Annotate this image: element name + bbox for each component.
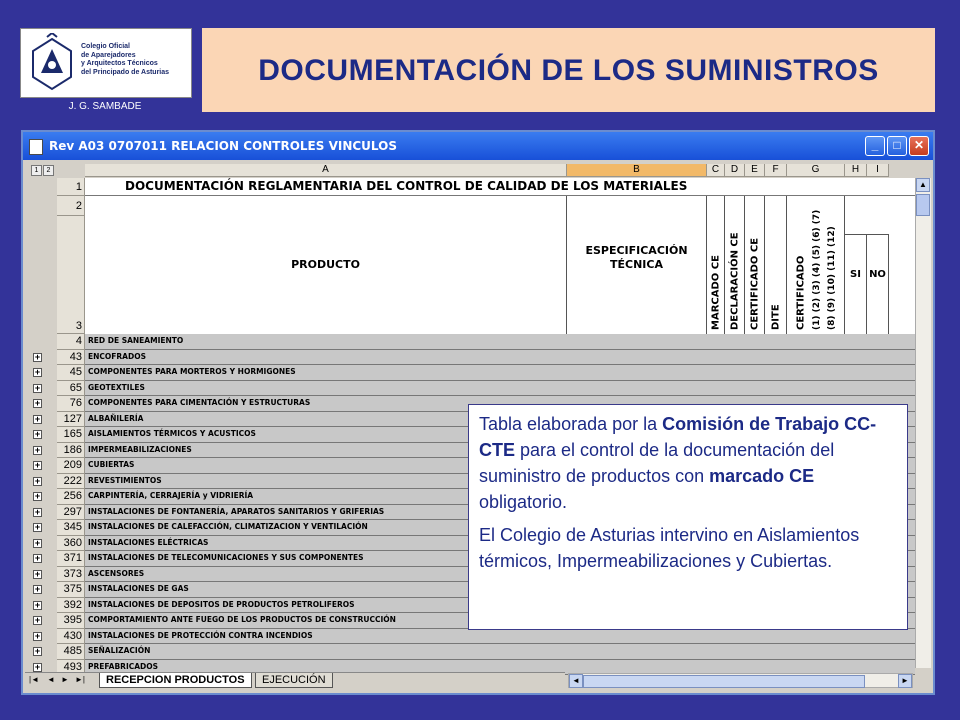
column-header-c[interactable]: C bbox=[707, 164, 725, 177]
logo bbox=[20, 28, 192, 98]
outline-level-1-button[interactable]: 1 bbox=[31, 165, 42, 176]
vertical-scrollbar[interactable] bbox=[915, 178, 931, 668]
category-cell[interactable]: IMPERMEABILIZACIONES bbox=[85, 443, 915, 459]
row-number[interactable]: 256 bbox=[57, 489, 85, 505]
expand-group-icon[interactable]: + bbox=[34, 506, 41, 517]
next-sheet-icon[interactable]: ► bbox=[61, 675, 69, 684]
table-row[interactable] bbox=[23, 644, 915, 660]
expand-group-icon[interactable]: + bbox=[34, 444, 41, 455]
title-banner bbox=[202, 28, 935, 112]
row-number[interactable]: 222 bbox=[57, 474, 85, 490]
scroll-thumb[interactable] bbox=[916, 194, 930, 216]
scroll-up-icon[interactable]: ▲ bbox=[916, 178, 930, 192]
category-cell[interactable]: INSTALACIONES DE PROTECCIÓN CONTRA INCENDIOS bbox=[85, 629, 915, 645]
table-row[interactable] bbox=[23, 365, 915, 381]
prev-sheet-icon[interactable]: ◄ bbox=[47, 675, 55, 684]
category-cell[interactable]: CARPINTERÍA, CERRAJERÍA y VIDRIERÍA bbox=[85, 489, 915, 505]
header-especificacion[interactable]: ESPECIFICACIÓN TÉCNICA bbox=[567, 196, 707, 334]
scroll-left-icon[interactable]: ◄ bbox=[569, 674, 583, 688]
category-cell[interactable]: INSTALACIONES DE FONTANERÍA, APARATOS SANITARIOS Y GRIFERIAS bbox=[85, 505, 915, 521]
row-number[interactable]: 45 bbox=[57, 365, 85, 381]
row-number[interactable]: 186 bbox=[57, 443, 85, 459]
column-header-d[interactable]: D bbox=[725, 164, 745, 177]
row-number[interactable]: 65 bbox=[57, 381, 85, 397]
row-number[interactable]: 127 bbox=[57, 412, 85, 428]
header-certificado-ce[interactable]: CERTIFICADO CE bbox=[745, 196, 765, 334]
header-dite[interactable]: DITE bbox=[765, 196, 787, 334]
row-number[interactable]: 4 bbox=[57, 334, 85, 350]
note-paragraph-1: Tabla elaborada por la Comisión de Trabajo CC-CTE para el control de la documentación del suministro de productos con marcado CE obligatorio. bbox=[479, 414, 877, 512]
category-cell[interactable]: ASCENSORES bbox=[85, 567, 915, 583]
row-number[interactable]: 485 bbox=[57, 644, 85, 660]
header-producto[interactable]: PRODUCTO bbox=[85, 196, 567, 334]
column-header-g[interactable]: G bbox=[787, 164, 845, 177]
first-sheet-icon[interactable]: |◄ bbox=[29, 675, 39, 684]
page-title: DOCUMENTACIÓN DE LOS SUMINISTROS bbox=[258, 54, 879, 87]
table-row[interactable] bbox=[23, 629, 915, 645]
row-number[interactable]: 493 bbox=[57, 660, 85, 676]
column-header-a[interactable]: A bbox=[85, 164, 567, 177]
horizontal-scrollbar[interactable] bbox=[568, 673, 913, 688]
category-cell[interactable]: INSTALACIONES ELÉCTRICAS bbox=[85, 536, 915, 552]
window-title: Rev A03 0707011 RELACION CONTROLES VINCULOS bbox=[49, 139, 397, 153]
category-cell[interactable]: ENCOFRADOS bbox=[85, 350, 915, 366]
category-cell[interactable]: ALBAÑILERÍA bbox=[85, 412, 915, 428]
column-header-i[interactable]: I bbox=[867, 164, 889, 177]
category-cell[interactable]: COMPONENTES PARA MORTEROS Y HORMIGONES bbox=[85, 365, 915, 381]
tab-recepcion-productos[interactable]: RECEPCION PRODUCTOS bbox=[99, 673, 252, 688]
column-header-e[interactable]: E bbox=[745, 164, 765, 177]
college-emblem-icon bbox=[27, 33, 77, 91]
expand-group-icon[interactable]: + bbox=[34, 367, 41, 377]
category-cell[interactable]: REVESTIMIENTOS bbox=[85, 474, 915, 490]
column-header-b[interactable]: B bbox=[567, 164, 707, 177]
maximize-button[interactable]: □ bbox=[887, 136, 907, 156]
row-number[interactable]: 371 bbox=[57, 551, 85, 567]
sheet-title[interactable]: DOCUMENTACIÓN REGLAMENTARIA DEL CONTROL DE CALIDAD DE LOS MATERIALES bbox=[85, 178, 915, 196]
author-label: J. G. SAMBADE bbox=[68, 101, 142, 112]
expand-group-icon[interactable]: + bbox=[34, 398, 41, 408]
row-number[interactable]: 360 bbox=[57, 536, 85, 552]
row-number[interactable]: 373 bbox=[57, 567, 85, 583]
row-number[interactable]: 430 bbox=[57, 629, 85, 645]
expand-group-icon[interactable]: + bbox=[34, 429, 41, 439]
table-row[interactable] bbox=[23, 334, 915, 350]
category-cell[interactable]: INSTALACIONES DE TELECOMUNICACIONES Y SUS COMPONENTES bbox=[85, 551, 915, 567]
info-note bbox=[468, 404, 908, 630]
header-no[interactable]: NO bbox=[867, 234, 889, 334]
expand-group-icon[interactable]: + bbox=[34, 475, 41, 486]
scroll-thumb[interactable] bbox=[583, 675, 865, 688]
row-number[interactable]: 2 bbox=[57, 196, 85, 216]
row-number[interactable]: 345 bbox=[57, 520, 85, 536]
row-number[interactable]: 76 bbox=[57, 396, 85, 412]
row-number[interactable]: 209 bbox=[57, 458, 85, 474]
header-certificado[interactable]: CERTIFICADO (1) (2) (3) (4) (5) (6) (7) (8) (9) (10) (11) (12) bbox=[787, 196, 845, 334]
column-header-f[interactable]: F bbox=[765, 164, 787, 177]
outline-level-2-button[interactable]: 2 bbox=[43, 165, 54, 176]
category-cell[interactable]: COMPORTAMIENTO ANTE FUEGO DE LOS PRODUCTOS DE CONSTRUCCIÓN bbox=[85, 613, 915, 629]
window-titlebar[interactable] bbox=[23, 132, 933, 160]
column-header-h[interactable]: H bbox=[845, 164, 867, 177]
note-paragraph-2: El Colegio de Asturias intervino en Aislamientos térmicos, Impermeabilizaciones y Cubiertas. bbox=[479, 525, 860, 571]
header-declaracion-ce[interactable]: DECLARACIÓN CE bbox=[725, 196, 745, 334]
header-si[interactable]: SI bbox=[845, 234, 867, 334]
category-cell[interactable]: AISLAMIENTOS TÉRMICOS Y ACUSTICOS bbox=[85, 427, 915, 443]
expand-group-icon[interactable]: + bbox=[34, 661, 41, 672]
row-number[interactable]: 395 bbox=[57, 613, 85, 629]
category-cell[interactable]: COMPONENTES PARA CIMENTACIÓN Y ESTRUCTURAS bbox=[85, 396, 915, 412]
logo-text: Colegio Oficial de Aparejadores y Arquitectos Técnicos del Principado de Asturias bbox=[81, 43, 170, 76]
row-number[interactable]: 165 bbox=[57, 427, 85, 443]
expand-group-icon[interactable]: + bbox=[34, 537, 41, 548]
expand-group-icon[interactable]: + bbox=[34, 584, 41, 594]
expand-group-icon[interactable]: + bbox=[34, 646, 41, 656]
tab-ejecucion[interactable]: EJECUCIÓN bbox=[255, 673, 333, 688]
row-number[interactable]: 375 bbox=[57, 582, 85, 598]
close-button[interactable]: ✕ bbox=[909, 136, 929, 156]
minimize-button[interactable]: _ bbox=[865, 136, 885, 156]
category-cell[interactable]: RED DE SANEAMIENTO bbox=[85, 334, 915, 350]
expand-group-icon[interactable]: + bbox=[34, 522, 41, 532]
expand-group-icon[interactable]: + bbox=[34, 615, 41, 625]
row-number[interactable]: 3 bbox=[57, 216, 85, 334]
row-number[interactable]: 43 bbox=[57, 350, 85, 366]
expand-group-icon[interactable]: + bbox=[34, 413, 41, 424]
category-cell[interactable]: PREFABRICADOS bbox=[85, 660, 915, 676]
spreadsheet-app-icon bbox=[29, 139, 43, 155]
sheet-tab-bar bbox=[25, 672, 565, 689]
expand-group-icon[interactable]: + bbox=[34, 382, 41, 393]
table-row[interactable] bbox=[23, 178, 915, 196]
header-marcado-ce[interactable]: MARCADO CE bbox=[707, 196, 725, 334]
category-cell[interactable]: INSTALACIONES DE GAS bbox=[85, 582, 915, 598]
last-sheet-icon[interactable]: ►| bbox=[75, 675, 85, 684]
expand-group-icon[interactable]: + bbox=[34, 491, 41, 501]
row-number[interactable]: 392 bbox=[57, 598, 85, 614]
column-headers bbox=[85, 196, 915, 335]
expand-group-icon[interactable]: + bbox=[34, 599, 41, 610]
scroll-right-icon[interactable]: ► bbox=[898, 674, 912, 688]
category-cell[interactable]: CUBIERTAS bbox=[85, 458, 915, 474]
table-row[interactable] bbox=[23, 381, 915, 397]
expand-group-icon[interactable]: + bbox=[34, 553, 41, 563]
expand-group-icon[interactable]: + bbox=[34, 460, 41, 470]
expand-group-icon[interactable]: + bbox=[34, 351, 41, 362]
category-cell[interactable]: INSTALACIONES DE DEPOSITOS DE PRODUCTOS PETROLIFEROS bbox=[85, 598, 915, 614]
expand-group-icon[interactable]: + bbox=[34, 568, 41, 579]
row-number[interactable]: 1 bbox=[57, 178, 85, 196]
table-row[interactable] bbox=[23, 350, 915, 366]
category-cell[interactable]: INSTALACIONES DE CALEFACCIÓN, CLIMATIZACION Y VENTILACIÓN bbox=[85, 520, 915, 536]
category-cell[interactable]: GEOTEXTILES bbox=[85, 381, 915, 397]
category-cell[interactable]: SEÑALIZACIÓN bbox=[85, 644, 915, 660]
row-number[interactable]: 297 bbox=[57, 505, 85, 521]
expand-group-icon[interactable]: + bbox=[34, 630, 41, 641]
